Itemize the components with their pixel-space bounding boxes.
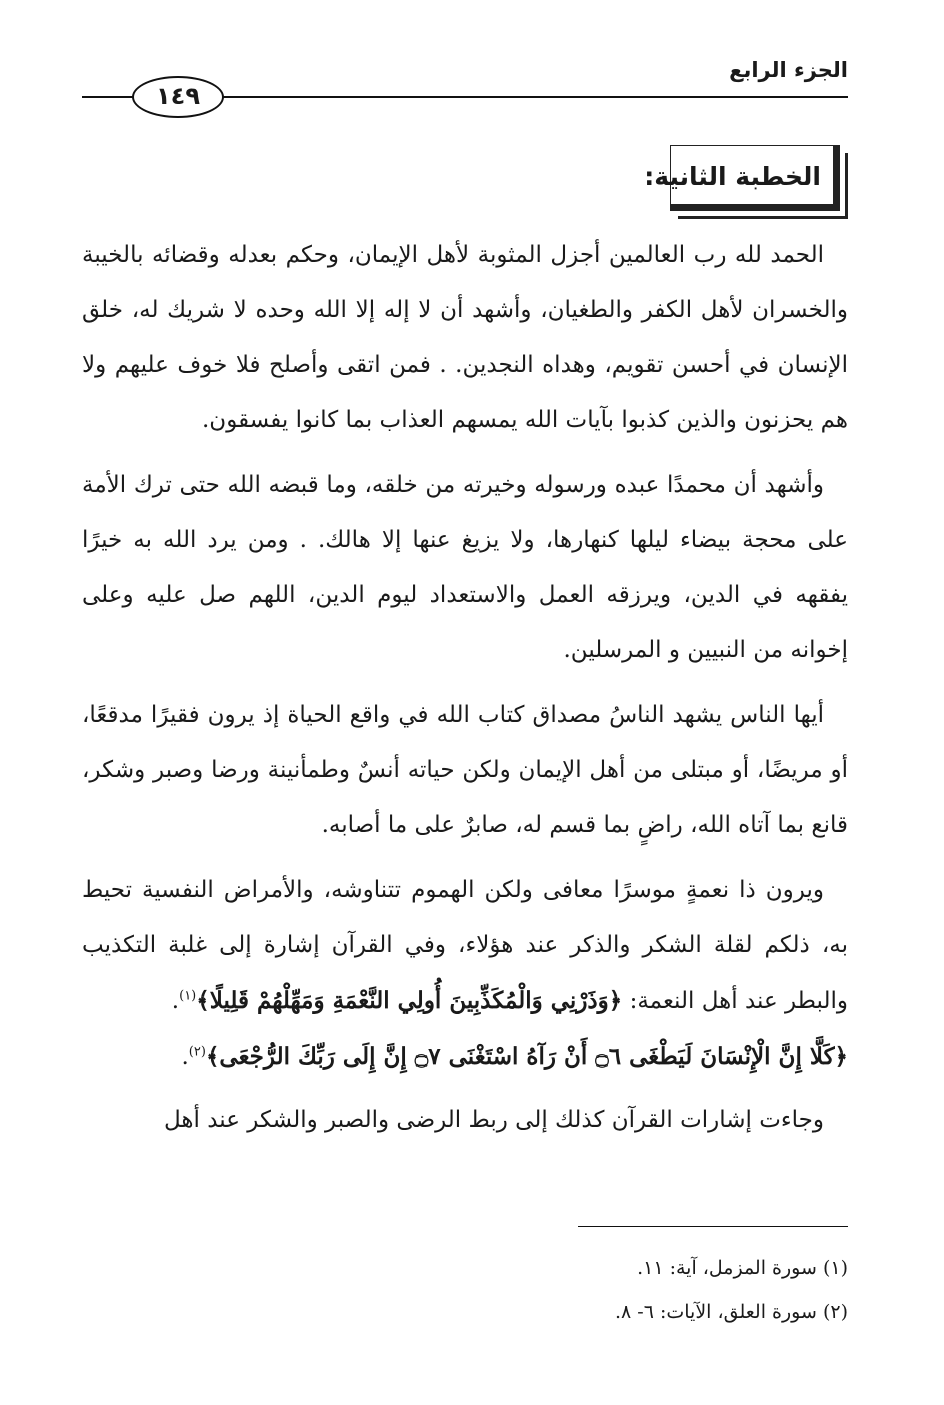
footnote-rule — [578, 1226, 848, 1227]
ayah-2-text: ﴿كَلَّا إِنَّ الْإِنْسَانَ لَيَطْغَى ۝٦ أَنْ رَآهُ اسْتَغْنَى ۝٧ إِنَّ إِلَى رَبِّكَ الرُّجْعَى﴾ — [205, 1043, 848, 1070]
header-title: الجزء الرابع — [729, 58, 848, 82]
page-number: ١٤٩ — [132, 76, 224, 118]
footnotes — [82, 1246, 848, 1334]
paragraph-5: وجاءت إشارات القرآن كذلك إلى ربط الرضى والصبر والشكر عند أهل — [163, 1107, 824, 1133]
ayah-1-text: ﴿وَذَرْنِي وَالْمُكَذِّبِينَ أُولِي النَّعْمَةِ وَمَهِّلْهُمْ قَلِيلًا﴾ — [196, 987, 623, 1014]
ayah-2: ﴿كَلَّا إِنَّ الْإِنْسَانَ لَيَطْغَى ۝٦ أَنْ رَآهُ اسْتَغْنَى ۝٧ إِنَّ إِلَى رَبِّكَ الرُّجْعَى﴾$^{(٢)}$. — [181, 1043, 848, 1070]
footnote-ref-1: (١) — [179, 988, 197, 1004]
footnote-1: (١) سورة المزمل، آية: ١١. — [637, 1257, 848, 1279]
paragraph-1: الحمد لله رب العالمين أجزل المثوبة لأهل الإيمان، وحكم بعدله وقضائه بالخيبة والخسران لأهل الكفر والطغيان، وأشهد أن لا إله إلا الله وحده لا شريك له، خلق الإنسان في أحسن تقويم، وهداه النجدين. . فمن اتقى وأصلح فلا خوف عليهم ولا هم يحزنون والذين كذبوا بآيات الله يمسهم العذاب بما كانوا يفسقون. — [82, 242, 848, 433]
paragraph-3: أيها الناس يشهد الناسُ مصداق كتاب الله في واقع الحياة إذ يرون فقيرًا مدقعًا، أو مريضًا، أو مبتلى من أهل الإيمان ولكن حياته أنسٌ وطمأنينة ورضا وصبر وشكر، قانع بما آتاه الله، راضٍ بما قسم له، صابرٌ على ما أصابه. — [82, 702, 848, 838]
body-text — [82, 228, 848, 1158]
paragraph-4: ويرون ذا نعمةٍ موسرًا معافى ولكن الهموم تتناوشه، والأمراض النفسية تحيط به، ذلكم لقلة الشكر والذكر عند هؤلاء، وفي القرآن إشارة إلى غلبة التكذيب والبطر عند أهل النعمة: ﴿وَذَرْنِي وَالْمُكَذِّبِينَ أُولِي النَّعْمَةِ وَمَهِّلْهُمْ قَلِيلًا﴾$^{(١)}$. — [82, 877, 848, 1014]
paragraph-2: وأشهد أن محمدًا عبده ورسوله وخيرته من خلقه، وما قبضه الله حتى ترك الأمة على محجة بيضاء ليلها كنهارها، ولا يزيغ عنها إلا هالك. . ومن يرد الله به خيرًا يفقهه في الدين، ويرزقه العمل والاستعداد ليوم الدين، اللهم صل عليه وعلى إخوانه من النبيين و المرسلين. — [82, 472, 848, 663]
section-title-box — [644, 145, 840, 211]
paragraph-4-text: ويرون ذا نعمةٍ موسرًا معافى ولكن الهموم تتناوشه، والأمراض النفسية تحيط به، ذلكم لقلة الشكر والذكر عند هؤلاء، وفي القرآن إشارة إلى غلبة التكذيب والبطر عند أهل النعمة: — [82, 877, 848, 1014]
footnote-ref-2: (٢) — [188, 1044, 206, 1060]
section-title: الخطبة الثانية: — [644, 162, 821, 191]
footnote-2: (٢) سورة العلق، الآيات: ٦- ٨. — [614, 1301, 848, 1323]
